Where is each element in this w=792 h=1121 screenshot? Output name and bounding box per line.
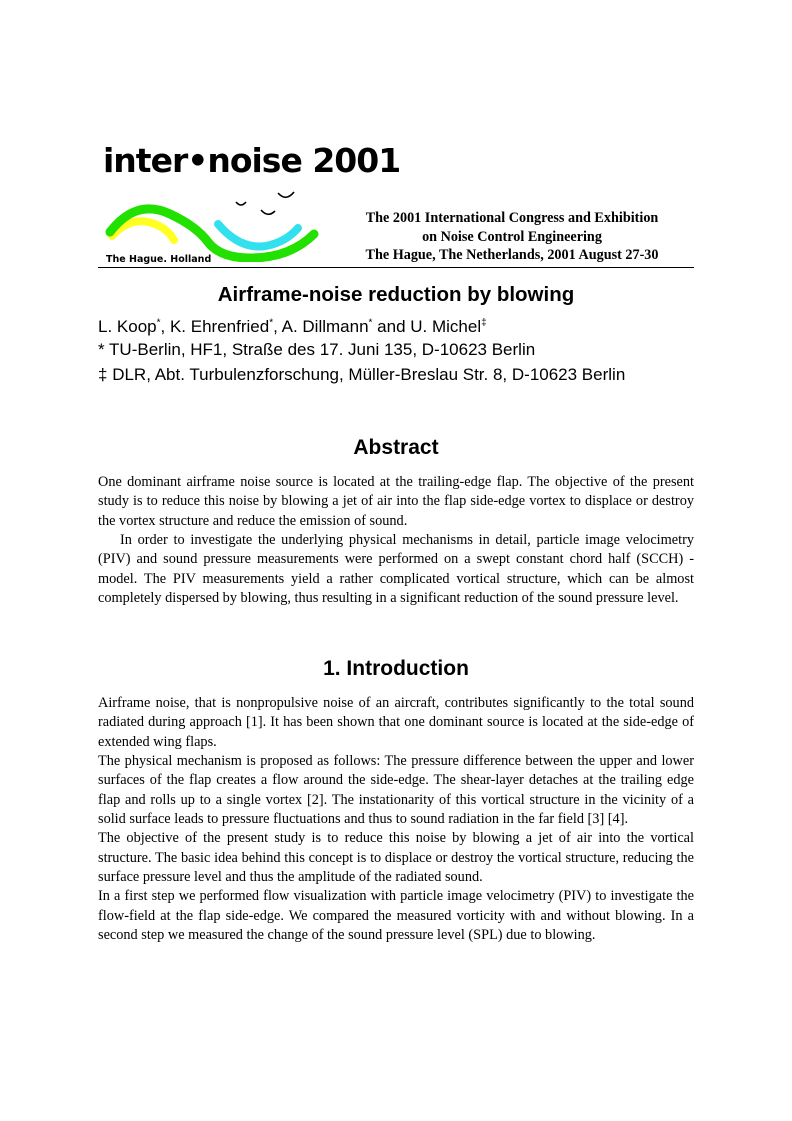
affiliation-mark: * <box>269 317 274 329</box>
intro-paragraph: In a first step we performed flow visualization with particle image velocimetry (PIV) to investigate the flow-field at the flap side-edge. We compared the measured vorticity with and without blowing. In a second step we measured the change of the sound pressure level (SPL) due to blowing. <box>98 888 694 944</box>
intro-paragraph: The objective of the present study is to reduce this noise by blowing a jet of air into the vortical structure. The basic idea behind this concept is to displace or destroy the vortical structure, reducing the surface pressure level and thus the amplitude of the radiated sound. <box>98 830 694 886</box>
logo-green-wave <box>110 209 314 258</box>
logo-title: inter•noise 2001 <box>103 141 401 180</box>
conference-line: on Noise Control Engineering <box>422 228 602 245</box>
author-name: , A. Dillmann <box>273 317 369 336</box>
author-name: , K. Ehrenfried <box>160 317 270 336</box>
abstract-body <box>98 473 694 608</box>
conference-line: The Hague, The Netherlands, 2001 August 27-30 <box>365 247 659 263</box>
logo-city: The Hague. Holland <box>106 254 212 265</box>
intro-paragraph: The physical mechanism is proposed as follows: The pressure difference between the upper and lower surfaces of the flap creates a flow around the side-edge. The shear-layer detaches at the trailing edge flap and rolls up to a single vortex [2]. The instationarity of this vortical structure in the vicinity of a solid surface leads to pressure fluctuations and thus to sound radiation in the far field [3] [4]. <box>98 753 694 828</box>
introduction-body <box>98 694 694 945</box>
author-name: L. Koop <box>98 317 157 336</box>
inter-noise-logo <box>100 190 325 262</box>
affiliation-text: DLR, Abt. Turbulenzforschung, Müller-Breslau Str. 8, D-10623 Berlin <box>107 365 626 384</box>
abstract-heading: Abstract <box>353 436 439 459</box>
logo-smile-2 <box>278 192 294 197</box>
affiliation-mark: * <box>98 340 105 359</box>
logo-smile-3 <box>261 210 275 214</box>
conference-line: The 2001 International Congress and Exhibition <box>365 210 659 226</box>
affiliation-mark: ‡ <box>98 365 108 384</box>
affiliation-text: TU-Berlin, HF1, Straße des 17. Juni 135, D-10623 Berlin <box>104 340 536 359</box>
paper-title: Airframe-noise reduction by blowing <box>217 283 575 306</box>
author-list <box>98 315 718 338</box>
header-rule <box>98 267 694 268</box>
conference-info <box>330 209 694 265</box>
logo-smile-1 <box>236 202 246 205</box>
affiliation-mark: ‡ <box>481 317 487 329</box>
affiliation-mark: * <box>156 317 161 329</box>
introduction-heading: 1. Introduction <box>323 657 469 680</box>
logo-cyan-wave <box>218 224 298 247</box>
affiliation-2 <box>98 365 738 385</box>
author-name: and U. Michel <box>372 317 482 336</box>
affiliation-1 <box>98 340 738 360</box>
intro-paragraph: Airframe noise, that is nonpropulsive noise of an aircraft, contributes significantly to the total sound radiated during approach [1]. It has been shown that one dominant source is located at the side-edge of extended wing flaps. <box>98 695 694 750</box>
affiliation-mark: * <box>368 317 373 329</box>
abstract-paragraph: One dominant airframe noise source is located at the trailing-edge flap. The objective of the present study is to reduce this noise by blowing a jet of air into the flap side-edge vortex to displace or destroy the vortex structure and reduce the emission of sound. <box>98 474 694 529</box>
abstract-paragraph: In order to investigate the underlying physical mechanisms in detail, particle image velocimetry (PIV) and sound pressure measurements were performed on a swept constant chord half (SCCH) -model. The PIV measurements yield a rather complicated vortical structure, which can be almost completely dispersed by blowing, thus resulting in a significant reduction of the sound pressure level. <box>98 532 694 607</box>
